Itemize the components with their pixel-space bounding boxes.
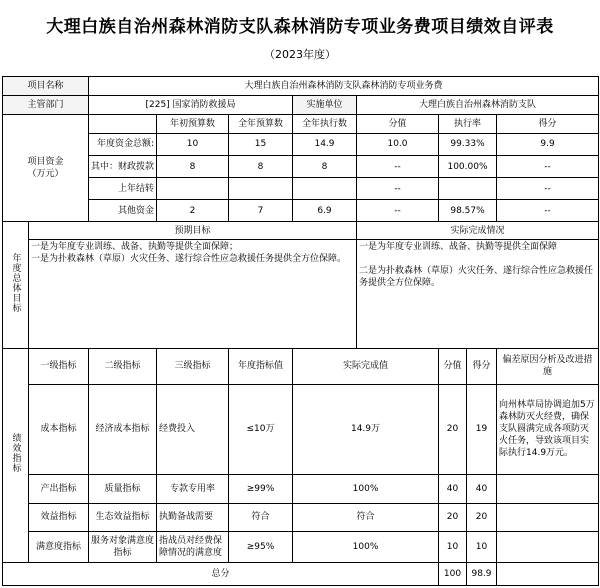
indicator-score: 19	[467, 384, 497, 475]
indicators-side-label-text: 绩效指标	[10, 433, 21, 474]
goals-expected-text: 一是为年度专业训练、战备、执勤等提供全面保障； 一是为扑救森林（草原）火灾任务、遂行综合性应急救援任务提供全方位保障。	[29, 240, 357, 349]
total-note-blank	[497, 562, 599, 585]
indicator-note: 向州林草局协调追加5万森林防灭火经费，确保支队圆满完成各项防灭火任务，导致该项目实际执行14.9万元。	[497, 384, 599, 475]
indicator-l3: 执勤备战需要	[157, 503, 229, 531]
funds-label-line2: （万元）	[27, 169, 64, 180]
self-evaluation-table	[2, 76, 599, 586]
funds-row-label: 上年结转	[89, 178, 157, 200]
goals-actual-header: 实际完成情况	[357, 222, 599, 240]
funds-cell: --	[497, 156, 599, 178]
unit-value: 大理白族自治州森林消防支队	[357, 95, 599, 114]
funds-cell: 15	[229, 133, 293, 155]
indicator-target: ≤10万	[229, 384, 293, 475]
funds-cell: 8	[157, 156, 229, 178]
funds-header-cell: 全年执行数	[293, 114, 357, 133]
indicator-score-max: 40	[439, 475, 467, 503]
funds-row-label: 年度资金总额:	[89, 133, 157, 155]
indicator-l1: 成本指标	[29, 384, 89, 475]
indicator-note	[497, 475, 599, 503]
project-name-label: 项目名称	[3, 77, 89, 96]
funds-cell: --	[497, 200, 599, 222]
report-year: （2023年度）	[264, 48, 336, 61]
indicator-header: 二级指标	[89, 348, 157, 384]
indicator-l3: 指战员对经费保障情况的满意度	[157, 532, 229, 563]
funds-cell: 2	[157, 200, 229, 222]
indicator-score: 40	[467, 475, 497, 503]
funds-cell: 10.0	[357, 133, 439, 155]
indicator-l2: 生态效益指标	[89, 503, 157, 531]
indicator-l1: 产出指标	[29, 475, 89, 503]
indicator-header: 分值	[439, 348, 467, 384]
dept-label: 主管部门	[3, 95, 89, 114]
total-label: 总分	[3, 562, 439, 585]
indicator-l2: 经济成本指标	[89, 384, 157, 475]
indicator-score: 20	[467, 503, 497, 531]
funds-cell: --	[357, 156, 439, 178]
funds-cell: 14.9	[293, 133, 357, 155]
indicator-header: 得分	[467, 348, 497, 384]
indicator-score-max: 10	[439, 532, 467, 563]
funds-cell	[157, 178, 229, 200]
funds-cell: 6.9	[293, 200, 357, 222]
indicator-l2: 质量指标	[89, 475, 157, 503]
indicator-l1: 满意度指标	[29, 532, 89, 563]
indicator-l3: 专款专用率	[157, 475, 229, 503]
indicator-header: 偏差原因分析及改进措施	[497, 348, 599, 384]
funds-cell: --	[357, 200, 439, 222]
funds-cell: 98.57%	[439, 200, 497, 222]
indicator-target: 符合	[229, 503, 293, 531]
funds-header-cell: 年初预算数	[157, 114, 229, 133]
funds-label	[3, 114, 89, 221]
indicator-header: 实际完成值	[293, 348, 439, 384]
dept-value: [225] 国家消防救援局	[89, 95, 293, 114]
funds-header-cell: 全年预算数	[229, 114, 293, 133]
funds-header-cell: 执行率	[439, 114, 497, 133]
indicator-target: ≥95%	[229, 532, 293, 563]
indicator-header: 三级指标	[157, 348, 229, 384]
indicator-score-max: 20	[439, 503, 467, 531]
funds-cell: 99.33%	[439, 133, 497, 155]
indicator-l2: 服务对象满意度指标	[89, 532, 157, 563]
goals-side-label-text: 年度总体目标	[10, 253, 21, 314]
indicator-header: 年度指标值	[229, 348, 293, 384]
indicator-actual: 符合	[293, 503, 439, 531]
project-name-value: 大理白族自治州森林消防支队森林消防专项业务费	[89, 77, 599, 96]
funds-cell: 9.9	[497, 133, 599, 155]
funds-label-line1: 项目资金	[27, 157, 64, 168]
goals-expected-header: 预期目标	[29, 222, 357, 240]
unit-label: 实施单位	[293, 95, 357, 114]
funds-cell: 8	[293, 156, 357, 178]
goals-actual-text: 一是为年度专业训练、战备、执勤等提供全面保障 二是为扑救森林（草原）火灾任务、遂行综合性应急救援任务提供全方位保障。	[357, 240, 599, 349]
goals-side-label	[3, 222, 29, 348]
funds-header-cell: 得分	[497, 114, 599, 133]
indicator-actual: 100%	[293, 475, 439, 503]
funds-cell	[229, 178, 293, 200]
funds-row-label: 其他资金	[89, 200, 157, 222]
indicator-header: 一级指标	[29, 348, 89, 384]
funds-header-cell: 分值	[357, 114, 439, 133]
indicator-score: 10	[467, 532, 497, 563]
funds-cell: 8	[229, 156, 293, 178]
indicator-l3: 经费投入	[157, 384, 229, 475]
funds-cell: 7	[229, 200, 293, 222]
indicator-target: ≥99%	[229, 475, 293, 503]
funds-cell: 10	[157, 133, 229, 155]
indicator-actual: 100%	[293, 532, 439, 563]
funds-cell: 100.00%	[439, 156, 497, 178]
funds-row-label: 其中：财政拨款	[89, 156, 157, 178]
indicator-l1: 效益指标	[29, 503, 89, 531]
indicators-side-label	[3, 348, 29, 562]
funds-cell: --	[497, 178, 599, 200]
indicator-note	[497, 532, 599, 563]
page-title: 大理白族自治州森林消防支队森林消防专项业务费项目绩效自评表	[46, 17, 554, 37]
funds-cell	[439, 178, 497, 200]
indicator-score-max: 20	[439, 384, 467, 475]
funds-cell	[293, 178, 357, 200]
indicator-actual: 14.9万	[293, 384, 439, 475]
indicator-note	[497, 503, 599, 531]
funds-cell: --	[357, 178, 439, 200]
funds-header-blank	[89, 114, 157, 133]
total-score-max: 100	[439, 562, 467, 585]
total-score: 98.9	[467, 562, 497, 585]
